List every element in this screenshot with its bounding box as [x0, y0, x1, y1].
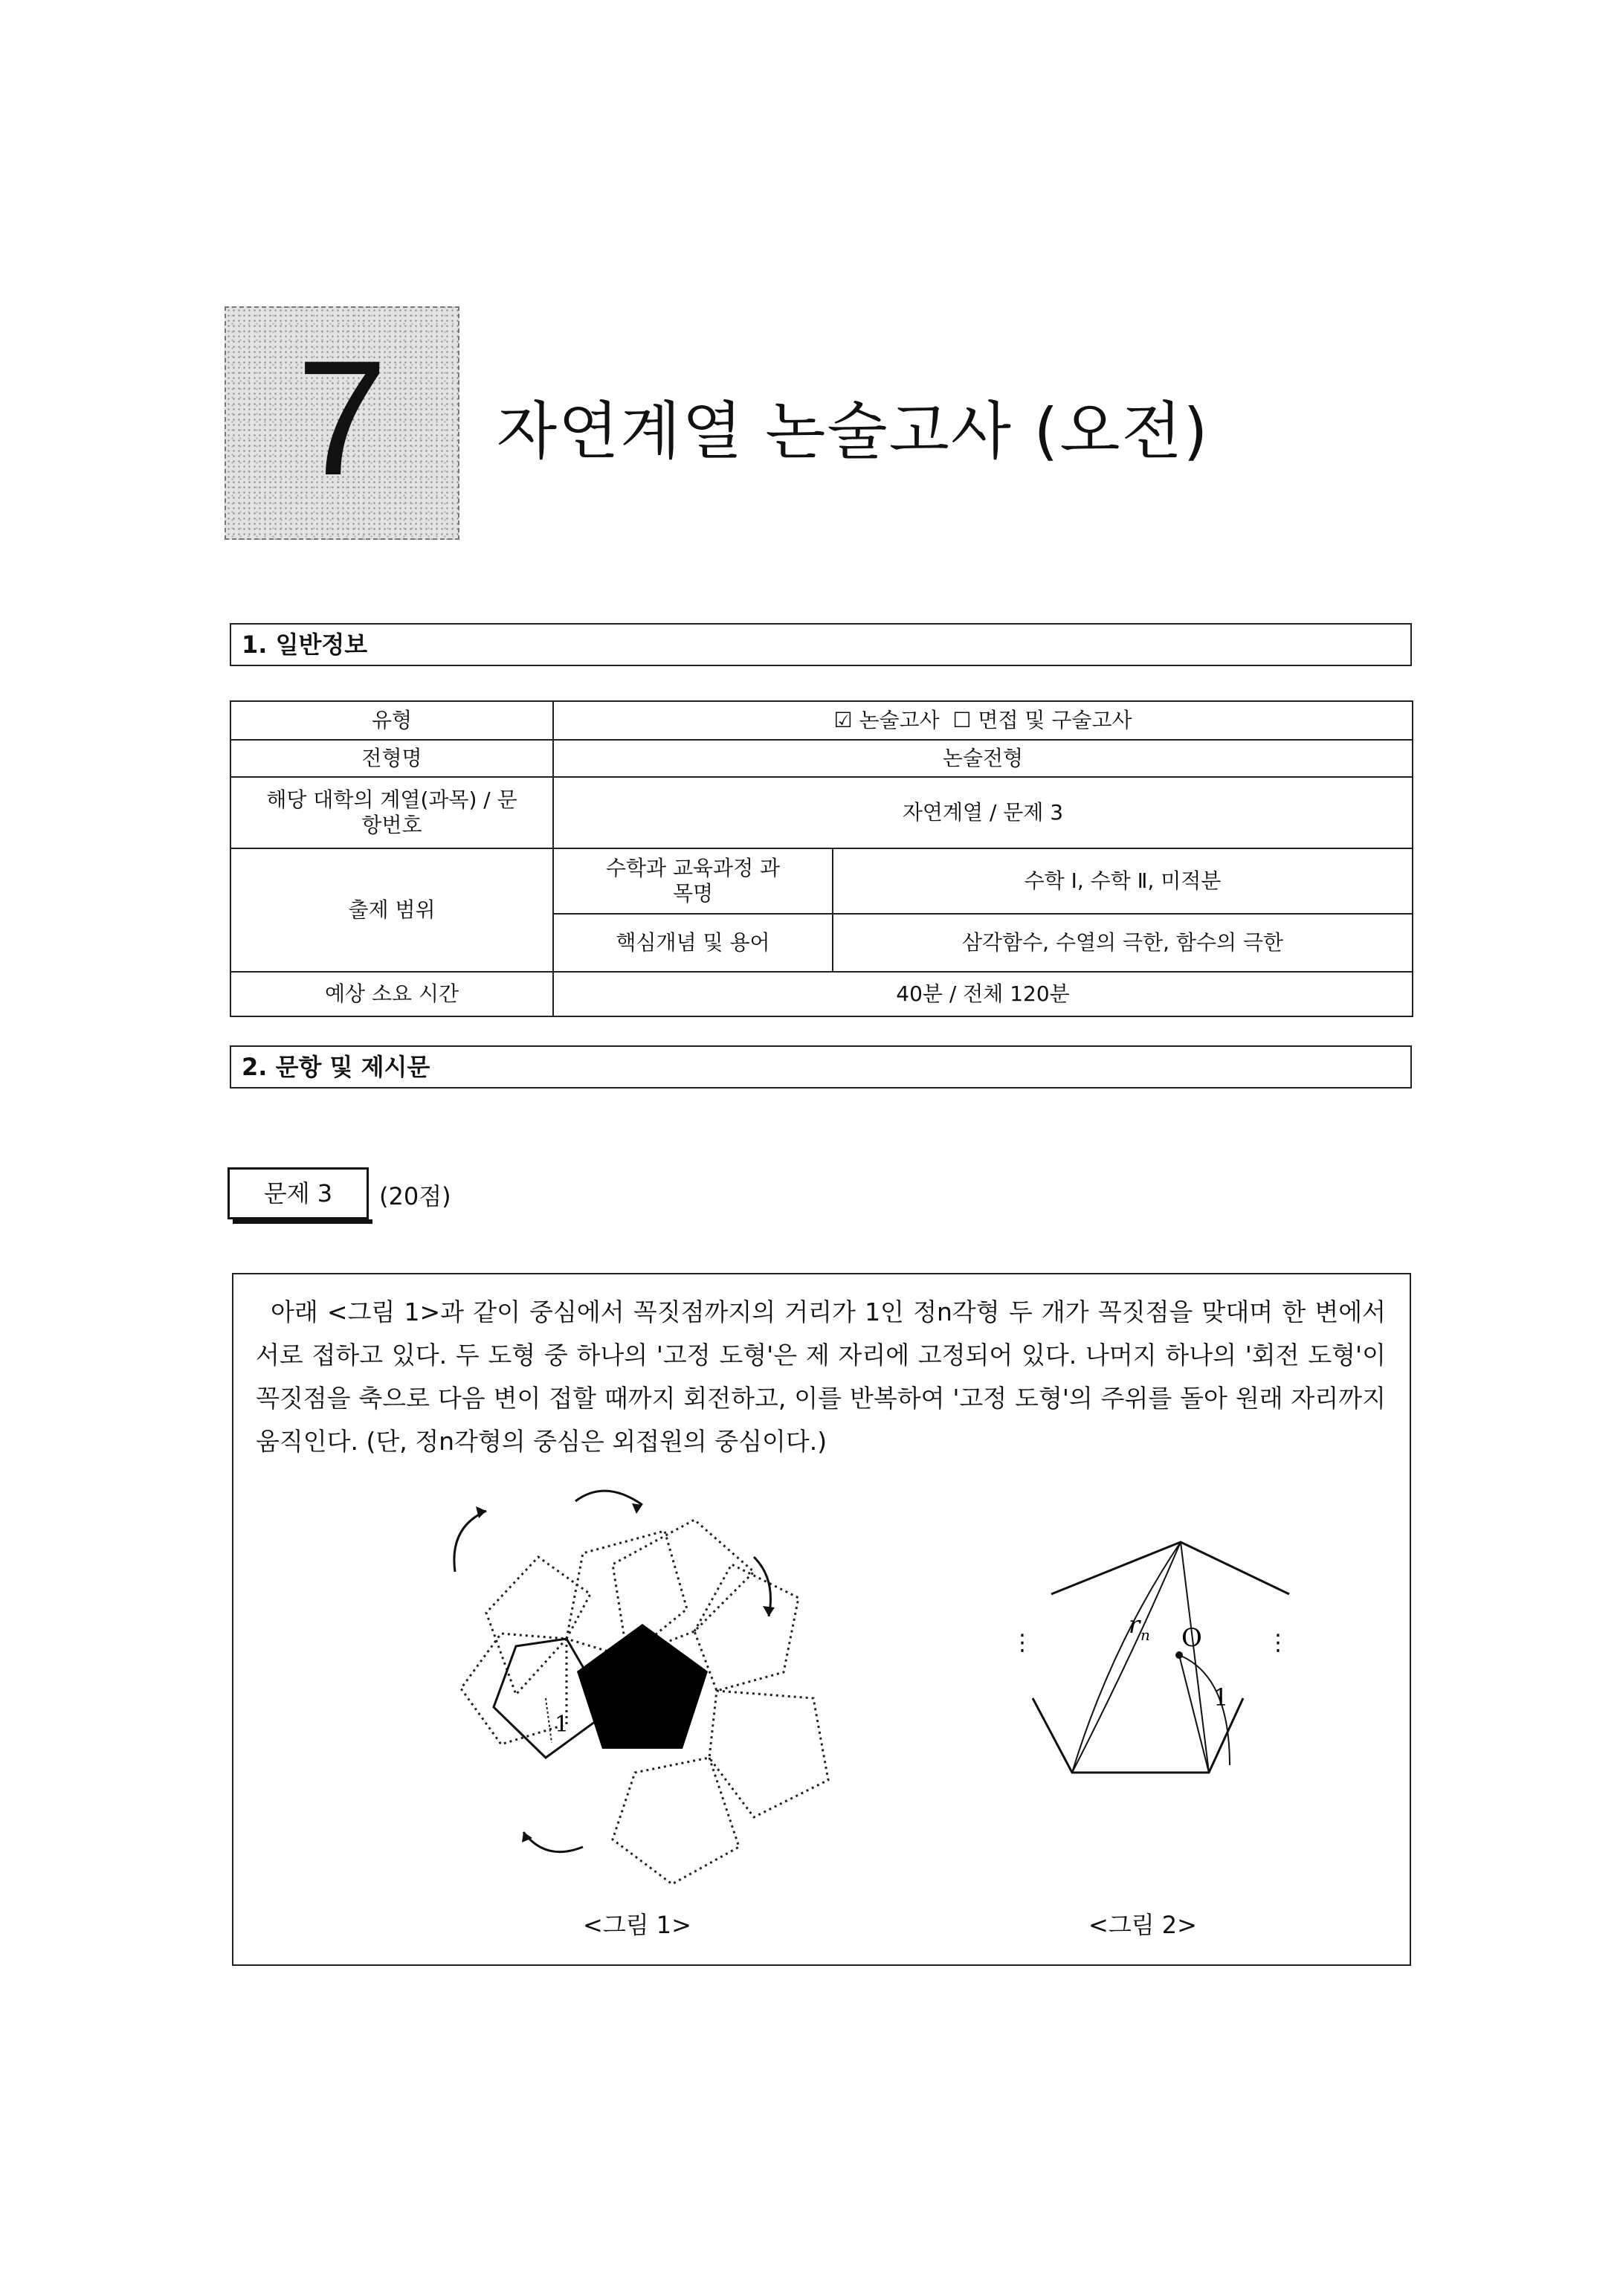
- right-ellipsis: ⋮: [1267, 1630, 1289, 1656]
- section-general-info: 1. 일반정보: [230, 623, 1412, 666]
- general-info-table: [230, 700, 1413, 1017]
- figure2-radius-label: 1: [1213, 1683, 1229, 1712]
- time-label: 예상 소요 시간: [230, 972, 553, 1016]
- table-row: [230, 848, 1413, 914]
- chapter-number-box: [225, 306, 459, 540]
- problem-text: 아래 <그림 1>과 같이 중심에서 꼭짓점까지의 거리가 1인 정n각형 두 개가 꼭짓점을 맞대며 한 변에서 서로 접하고 있다. 두 도형 중 하나의 '고정 도형'은 제 자리에 고정되어 있다. 나머지 하나의 '회전 도형'이 꼭짓점을 축으로 다음 변이 접할 때까지 회전하고, 이를 반복하여 '고정 도형'의 주위를 돌아 원래 자리까지 움직인다. (단, 정n각형의 중심은 외접원의 중심이다.): [256, 1297, 1386, 1456]
- upper-polygon-edges: [1051, 1542, 1289, 1594]
- lower-polygon-edges: [1033, 1698, 1243, 1773]
- chapter-number: 7: [296, 326, 388, 509]
- fixed-pentagon: [577, 1624, 708, 1749]
- curriculum-value: 수학 Ⅰ, 수학 Ⅱ, 미적분: [833, 848, 1413, 914]
- admission-value: 논술전형: [553, 740, 1413, 777]
- figure-2: [1007, 1520, 1319, 1817]
- figure1-radius-label: 1: [555, 1712, 569, 1738]
- rn-arc: [1072, 1542, 1181, 1773]
- problem-frame: [232, 1273, 1411, 1966]
- chapter-title: 자연계열 논술고사 (오전): [497, 395, 1210, 468]
- section-problem-and-passage: 2. 문항 및 제시문: [230, 1045, 1412, 1089]
- curriculum-label: 수학과 교육과정 과목명: [553, 848, 833, 914]
- field-value: 자연계열 / 문제 3: [553, 777, 1413, 848]
- table-row: [230, 777, 1413, 848]
- left-ellipsis: ⋮: [1011, 1630, 1033, 1656]
- problem-label: 문제 3: [263, 1179, 333, 1207]
- table-row: [230, 972, 1413, 1016]
- type-value: ☑ 논술고사 ☐ 면접 및 구술고사: [553, 701, 1413, 740]
- scope-label: 출제 범위: [230, 848, 553, 972]
- problem-points: (20점): [379, 1182, 451, 1210]
- problem-label-box: [228, 1167, 369, 1219]
- field-label: 해당 대학의 계열(과목) / 문항번호: [230, 777, 553, 848]
- type-label: 유형: [230, 701, 553, 740]
- admission-label: 전형명: [230, 740, 553, 777]
- rn-subscript: n: [1140, 1626, 1150, 1644]
- table-row: [230, 740, 1413, 777]
- figure-1: [427, 1475, 843, 1892]
- rn-label: r: [1129, 1610, 1140, 1639]
- concepts-label: 핵심개념 및 용어: [553, 914, 833, 972]
- center-label: O: [1181, 1623, 1202, 1653]
- time-value: 40분 / 전체 120분: [553, 972, 1413, 1016]
- figure1-caption: <그림 1>: [583, 1911, 691, 1939]
- figure2-caption: <그림 2>: [1088, 1911, 1197, 1939]
- concepts-value: 삼각함수, 수열의 극한, 함수의 극한: [833, 914, 1413, 972]
- table-row: [230, 701, 1413, 740]
